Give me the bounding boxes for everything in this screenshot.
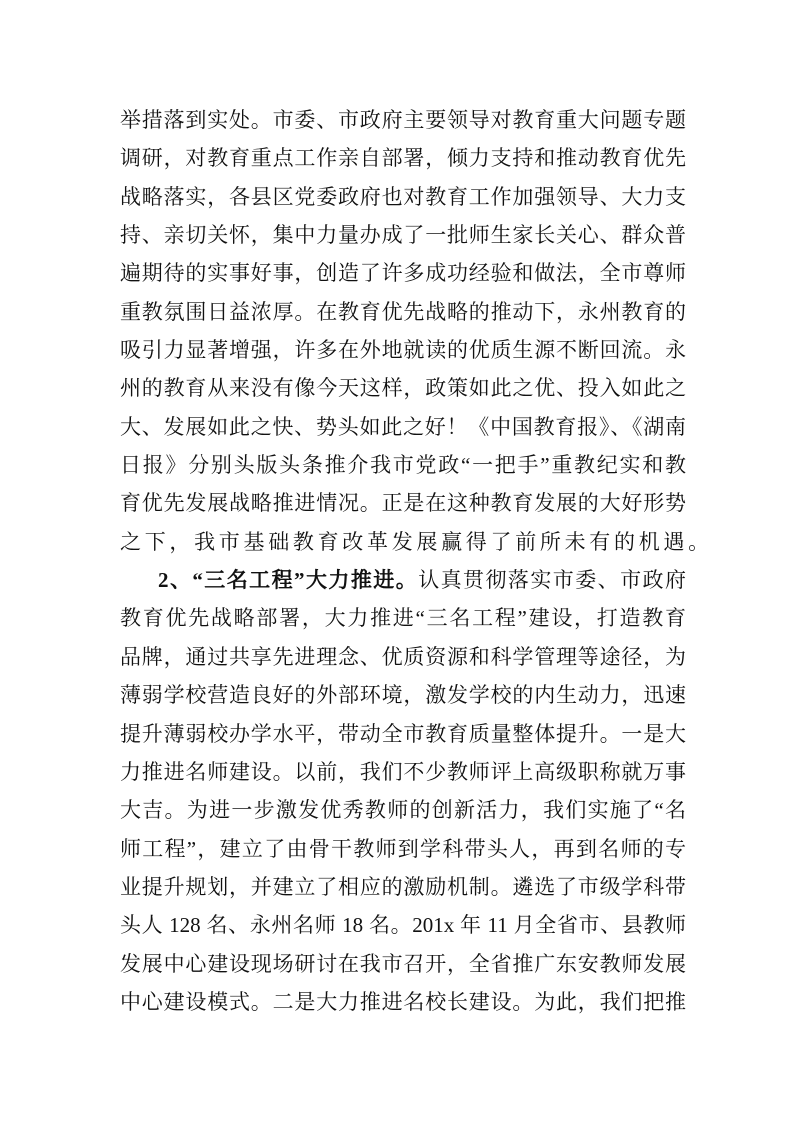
text-line: 大吉。为进一步激发优秀教师的创新活力，我们实施了“名	[120, 798, 686, 823]
section-heading: 2、“三名工程”大力推进。	[158, 568, 419, 593]
text-line: 发展中心建设现场研讨在我市召开，全省推广东安教师发展	[120, 951, 686, 976]
text-line: 持、亲切关怀，集中力量办成了一批师生家长关心、群众普	[120, 223, 686, 248]
text-line: 战略落实，各县区党委政府也对教育工作加强领导、大力支	[120, 184, 686, 209]
text-line: 业提升规划，并建立了相应的激励机制。遴选了市级学科带	[120, 874, 686, 899]
text-line: 薄弱学校营造良好的外部环境，激发学校的内生动力，迅速	[120, 683, 686, 708]
text-line: 大、发展如此之快、势头如此之好！《中国教育报》、《湖南	[120, 414, 686, 439]
text-line: 重教氛围日益浓厚。在教育优先战略的推动下，永州教育的	[120, 299, 686, 324]
text-line: 中心建设模式。二是大力推进名校长建设。为此，我们把推	[120, 989, 686, 1014]
text-span: 认真贯彻落实市委、市政府	[418, 568, 686, 593]
text-line: 品牌，通过共享先进理念、优质资源和科学管理等途径，为	[120, 644, 686, 669]
text-line: 头人 128 名、永州名师 18 名。201x 年 11 月全省市、县教师	[120, 913, 686, 938]
text-line: 之下，我市基础教育改革发展赢得了前所未有的机遇。	[120, 529, 713, 554]
text-line: 吸引力显著增强，许多在外地就读的优质生源不断回流。永	[120, 338, 686, 363]
text-line: 州的教育从来没有像今天这样，政策如此之优、投入如此之	[120, 376, 686, 401]
text-line: 提升薄弱校办学水平，带动全市教育质量整体提升。一是大	[120, 721, 686, 746]
text-line: 举措落到实处。市委、市政府主要领导对教育重大问题专题	[120, 108, 686, 132]
paragraph-first-line	[120, 561, 686, 599]
text-line: 教育优先战略部署，大力推进“三名工程”建设，打造教育	[120, 606, 686, 631]
text-line: 育优先发展战略推进情况。正是在这种教育发展的大好形势	[120, 491, 686, 516]
text-line: 调研，对教育重点工作亲自部署，倾力支持和推动教育优先	[120, 146, 686, 171]
text-line: 日报》分别头版头条推介我市党政“一把手”重教纪实和教	[120, 453, 686, 478]
text-line: 力推进名师建设。以前，我们不少教师评上高级职称就万事	[120, 759, 686, 784]
paragraph-2	[120, 561, 686, 1021]
document-page	[120, 101, 713, 1021]
text-line: 师工程”，建立了由骨干教师到学科带头人，再到名师的专	[120, 836, 686, 861]
paragraph-1	[120, 101, 713, 561]
text-line: 遍期待的实事好事，创造了许多成功经验和做法，全市尊师	[120, 261, 686, 286]
